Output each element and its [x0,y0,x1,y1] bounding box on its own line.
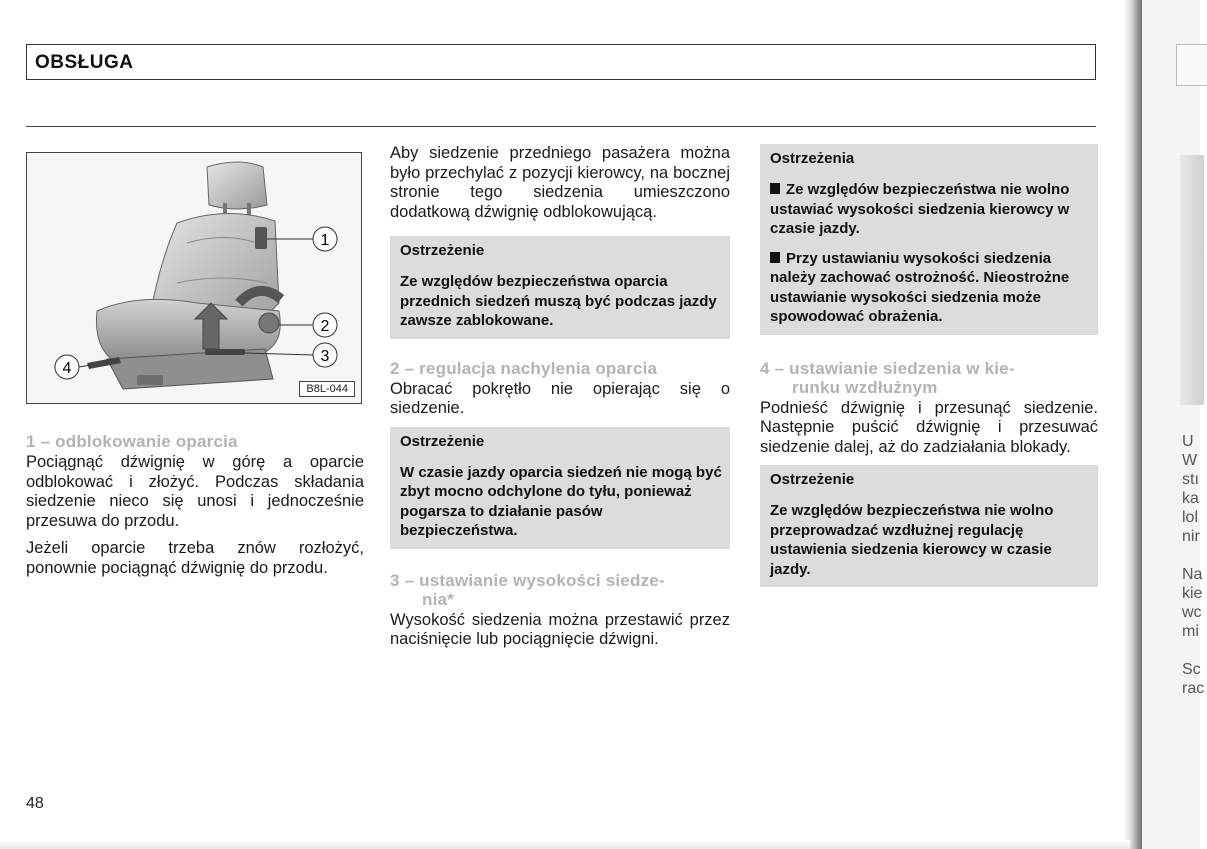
warning-heading: Ostrzeżenie [400,432,485,450]
next-page-figure [1180,155,1204,405]
page-title: OBSŁUGA [35,52,134,73]
warning-item-2: Przy ustawianiu wysokości siedzenia należy zachować ostrożność. Nieostrożne ustawianie wysokości siedzenia może spowodować obrażenia. [770,249,1070,325]
section-3-title-line-2: nia* [422,589,454,609]
warning-box-longitudinal [760,465,1098,587]
section-1-title: 1 – odblokowanie oparcia [26,432,238,451]
section-3-text: Wysokość siedzenia można przestawić przez naciśnięcie lub pociągnięcie dźwigni. [390,610,730,648]
warning-heading: Ostrzeżenia [770,150,855,167]
section-3-title-line-1: 3 – ustawianie wysokości siedze- [390,570,665,590]
warning-box-height [760,144,1098,335]
bullet-square-icon [770,252,780,263]
warning-text: Ze względów bezpieczeństwa oparcia przednich siedzeń muszą być podczas jazdy zawsze zablokowane. [400,273,717,329]
section-header [26,44,1096,80]
section-4-title-line-1: 4 – ustawianie siedzenia w kie- [760,358,1015,378]
warning-text: Ze względów bezpieczeństwa nie wolno przeprowadzać wzdłużnej regulację ustawienia siedzenia kierowcy w czasie jazdy. [770,502,1054,578]
page-bottom-shadow [0,840,1130,849]
warning-item-1: Ze względów bezpieczeństwa nie wolno ustawiać wysokości siedzenia kierowcy w czasie jazdy. [770,181,1070,237]
callout-3: 3 [320,348,330,365]
column-2 [390,144,730,658]
section-4-title-line-2: runku wzdłużnym [792,377,938,397]
next-page-header-box [1176,44,1207,86]
warning-text: W czasie jazdy oparcia siedzeń nie mogą być zbyt mocno odchylone do tyłu, ponieważ pogarsza to działanie pasów bezpieczeństwa. [400,463,722,539]
next-page-text-fragment: U W stı ka lol nir Na kie wc mi Sc rac [1182,433,1205,697]
next-page-edge [1142,0,1205,849]
intro-paragraph: Aby siedzenie przedniego pasażera można było przechylać z pozycji kierowcy, na bocznej stronie tego siedzenia umieszczono dodatkową dźwignię odblokowującą. [390,144,730,221]
section-1-paragraph-1: Pociągnąć dźwignię w górę a oparcie odblokować i złożyć. Podczas składania siedzenie nieco się unosi i jednocześnie przesuwa do przodu. [26,453,364,530]
callout-1: 1 [320,232,330,249]
callout-2: 2 [320,318,330,335]
warning-heading: Ostrzeżenie [770,471,855,488]
figure-code: B8L-044 [299,381,355,397]
column-3 [760,144,1098,599]
section-4-text: Podnieść dźwignię i przesunąć siedzenie. Następnie puścić dźwignię i przesuwać siedzenie dalej, aż do zadziałania blokady. [760,398,1098,456]
warning-box-recline [390,427,730,549]
callout-4: 4 [62,360,72,377]
section-4-title [760,359,1098,397]
section-1-paragraph-2: Jeżeli oparcie trzeba znów rozłożyć, ponownie pociągnąć dźwignię do przodu. [26,539,364,577]
page-number: 48 [26,795,44,812]
car-seat-drawing [27,153,363,405]
header-divider [26,126,1096,127]
seat-illustration [26,152,362,404]
bullet-square-icon [770,183,780,194]
warning-box-backrest [390,236,730,339]
column-1 [26,432,364,586]
warning-heading: Ostrzeżenie [400,242,485,259]
section-2-title: 2 – regulacja nachylenia oparcia [390,358,658,378]
section-2-text: Obracać pokrętło nie opierając się o siedzenie. [390,379,730,417]
page-gutter-shadow [1124,0,1142,849]
section-3-title [390,571,730,609]
